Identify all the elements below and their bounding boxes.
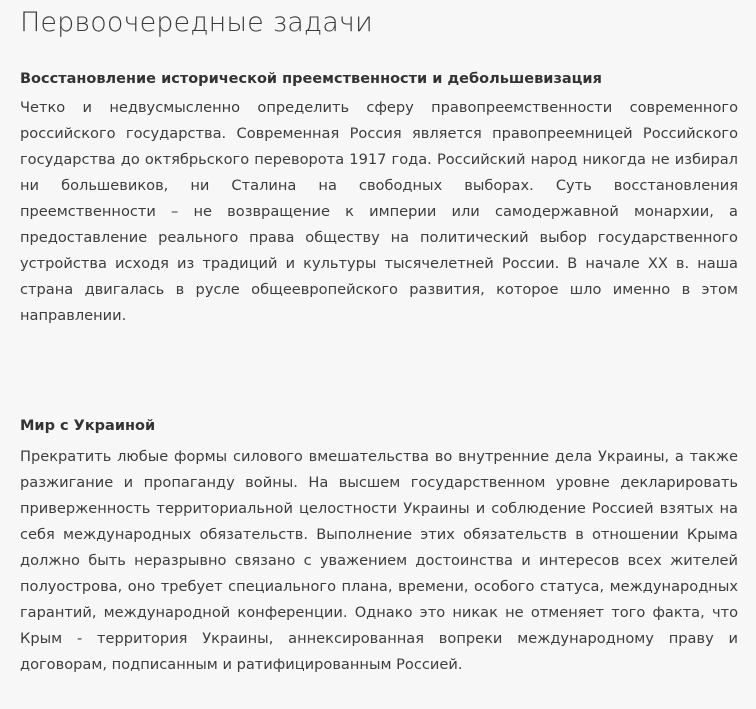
section-paragraph: Прекратить любые формы силового вмешательства во внутренние дела Украины, а также разжигание и пропаганду войны. На высшем государственном уровне декларировать приверженность территориальной целостности Украины и соблюдение Россией взятых на себя международных обязательств. Выполнение этих обязательств в отношении Крыма должно быть неразрывно связано с уважением достоинства и интересов всех жителей полуострова, оно требует специального плана, времени, особого статуса, международных гарантий, международной конференции. Однако это никак не отменяет того факта, что Крым - территория Украины, аннексированная вопреки международному праву и договорам, подписанным и ратифицированным Россией. [20, 448, 738, 673]
section-heading: Восстановление исторической преемственности и дебольшевизация [20, 71, 602, 87]
section-historical-continuity [20, 69, 738, 329]
section-paragraph: Четко и недвусмысленно определить сферу правопреемственности современного российского государства. Современная Россия является правопреемницей Российского государства до октябрьского переворота 1917 года. Российский народ никогда не избирал ни большевиков, ни Сталина на свободных выборах. Суть восстановления преемственности – не возвращение к империи или самодержавной монархии, а предоставление реального права обществу на политический выбор государственного устройства исходя из традиций и культуры тысячелетней России. В начале ХХ в. наша страна двигалась в русле общеевропейского развития, которое шло именно в этом направлении. [20, 99, 738, 324]
section-heading: Мир с Украиной [20, 418, 156, 434]
section-peace-with-ukraine [20, 416, 738, 678]
page-title: Первоочередные задачи [20, 7, 373, 38]
